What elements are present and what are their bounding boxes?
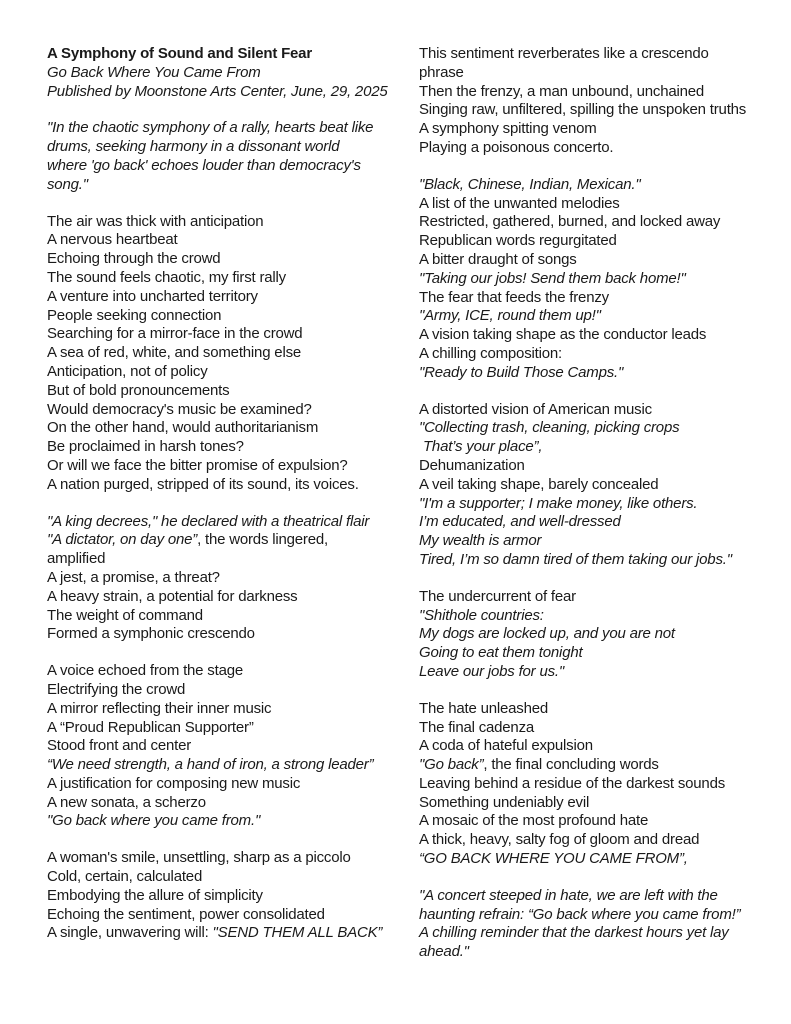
text-segment: This sentiment reverberates like a crescendo [419,45,709,62]
poem-line [419,924,779,943]
poem-column-right [419,45,779,1024]
text-segment: "In the chaotic symphony of a rally, hearts beat like [47,119,374,137]
poem-line [419,401,779,420]
text-segment: The hate unleashed [419,699,549,717]
text-segment: A bitter draught of songs [419,250,577,268]
text-segment: A nation purged, stripped of its sound, its voices. [47,475,359,493]
text-segment: "Taking our jobs! Send them back home!" [419,269,686,287]
text-segment: phrase [419,63,464,81]
stanza-1 [47,213,419,495]
text-segment: Anticipation, not of policy [47,362,208,380]
poem-line [47,419,419,438]
title-block [47,45,419,101]
text-segment: A list of the unwanted melodies [419,194,620,212]
text-segment: Tired, I’m so damn tired of them taking our jobs." [419,550,732,568]
poem-line [47,119,419,138]
poem-line [419,176,779,195]
poem-line [419,476,779,495]
poem-line [419,364,779,383]
poem-line [419,457,779,476]
poem-line [419,607,779,626]
poem-line [47,307,419,326]
poem-line [419,513,779,532]
text-segment: A distorted vision of American music [419,400,652,418]
poem-line [419,700,779,719]
text-segment: "A dictator, on day one” [47,531,198,549]
text-segment: A new sonata, a scherzo [47,793,206,811]
poem-line [47,269,419,288]
poem-line [419,887,779,906]
text-segment: Electrifying the crowd [47,680,186,698]
text-segment: "Shithole countries: [419,606,544,624]
text-segment: The air was thick with anticipation [47,212,264,230]
text-segment: A venture into uncharted territory [47,287,258,305]
text-segment: A voice echoed from the stage [47,662,243,680]
poem-line [47,513,419,532]
text-segment: A chilling reminder that the darkest hours yet lay [419,924,729,942]
text-segment: That’s your place”, [419,438,543,456]
poem-line [419,45,779,64]
text-segment: The final cadenza [419,718,535,736]
poem-line [47,588,419,607]
poem-line [47,756,419,775]
text-segment: "A concert steeped in hate, we are left with the [419,886,718,904]
text-segment: “GO BACK WHERE YOU CAME FROM”, [419,850,688,868]
text-segment: People seeking connection [47,306,222,324]
poem-line [47,157,419,176]
poem-line [419,101,779,120]
poem-line [419,943,779,962]
stanza-10 [419,887,779,962]
text-segment: Embodying the allure of simplicity [47,886,263,904]
poem-line [47,176,419,195]
poem-line [419,850,779,869]
text-segment: Echoing the sentiment, power consolidated [47,905,325,923]
text-segment: Leave our jobs for us." [419,662,564,680]
text-segment: On the other hand, would authoritarianism [47,419,319,437]
stanza-5 [419,45,779,158]
poem-line [47,476,419,495]
stanza-6 [419,176,779,383]
text-segment: Then the frenzy, a man unbound, unchained [419,82,705,100]
poem-line [419,289,779,308]
text-segment: A woman's smile, unsettling, sharp as a piccolo [47,849,351,867]
text-segment: A single, unwavering will: [47,924,213,942]
text-segment: Be proclaimed in harsh tones? [47,438,244,456]
poem-line [47,625,419,644]
poem-line [47,438,419,457]
poem-line [419,195,779,214]
text-segment: My wealth is armor [419,532,542,550]
poem-line [419,419,779,438]
poem-line [419,625,779,644]
poem-line [47,737,419,756]
text-segment: Published by Moonstone Arts Center, June, 29, 2025 [47,82,388,100]
poem-line [47,662,419,681]
poem-line [47,607,419,626]
poem-line [419,644,779,663]
text-segment: A heavy strain, a potential for darkness [47,587,298,605]
text-segment: Restricted, gathered, burned, and locked away [419,213,721,231]
poem-line [419,232,779,251]
text-segment: A symphony spitting venom [419,120,597,138]
poem-line [47,83,419,102]
poem-line [419,551,779,570]
poem-line [419,719,779,738]
poem-line [47,457,419,476]
stanza-7 [419,401,779,570]
poem-line [47,887,419,906]
stanza-3 [47,662,419,831]
poem-line [47,812,419,831]
text-segment: , the words lingered, [197,531,328,549]
poem-line [47,363,419,382]
text-segment: A chilling composition: [419,344,562,362]
text-segment: A nervous heartbeat [47,231,178,249]
text-segment: The fear that feeds the frenzy [419,288,609,306]
poem-line [47,138,419,157]
text-segment: A jest, a promise, a threat? [47,568,220,586]
text-segment: A Symphony of Sound and Silent Fear [47,45,312,62]
text-segment: But of bold pronouncements [47,381,230,399]
poem-line [419,737,779,756]
text-segment: A vision taking shape as the conductor leads [419,326,707,344]
poem-line [47,288,419,307]
text-segment: The weight of command [47,606,203,624]
text-segment: "Black, Chinese, Indian, Mexican." [419,175,641,193]
text-segment: “We need strength, a hand of iron, a strong leader” [47,756,374,774]
poem-line [419,794,779,813]
poem-line [47,906,419,925]
poem-line [47,775,419,794]
poem-line [419,345,779,364]
text-segment: "Ready to Build Those Camps." [419,363,624,381]
stanza-4 [47,849,419,943]
text-segment: song." [47,175,88,193]
poem-line [47,382,419,401]
text-segment: Stood front and center [47,737,192,755]
poem-line [47,401,419,420]
poem-line [419,663,779,682]
text-segment: Republican words regurgitated [419,232,617,250]
poem-line [47,231,419,250]
poem-line [419,270,779,289]
text-segment: "I'm a supporter; I make money, like others. [419,494,698,512]
text-segment: A thick, heavy, salty fog of gloom and dread [419,831,700,849]
poem-line [47,250,419,269]
text-segment: A mirror reflecting their inner music [47,699,272,717]
text-segment: The undercurrent of fear [419,587,576,605]
text-segment: "Go back where you came from." [47,812,261,830]
text-segment: Going to eat them tonight [419,644,583,662]
poem-line [47,45,419,64]
poem-line [419,906,779,925]
poem-line [47,794,419,813]
text-segment: I’m educated, and well-dressed [419,513,621,531]
text-segment: drums, seeking harmony in a dissonant world [47,138,340,156]
poem-line [47,64,419,83]
poem-line [419,438,779,457]
stanza-9 [419,700,779,869]
text-segment: "A king decrees," he declared with a theatrical flair [47,512,370,530]
text-segment: Go Back Where You Came From [47,63,261,81]
poem-line [47,531,419,550]
poem-line [419,775,779,794]
text-segment: "Army, ICE, round them up!" [419,307,601,325]
poem-line [419,64,779,83]
text-segment: Formed a symphonic crescendo [47,625,255,643]
poem-line [47,719,419,738]
text-segment: A “Proud Republican Supporter” [47,718,254,736]
poem-line [419,139,779,158]
text-segment: "Collecting trash, cleaning, picking crops [419,419,680,437]
poem-line [47,569,419,588]
text-segment: ahead." [419,943,469,961]
poem-line [47,924,419,943]
poem-line [419,120,779,139]
text-segment: Leaving behind a residue of the darkest sounds [419,774,726,792]
poem-line [419,495,779,514]
epigraph [47,119,419,194]
text-segment: amplified [47,550,106,568]
poem-line [47,868,419,887]
poem-line [419,213,779,232]
text-segment: A coda of hateful expulsion [419,737,593,755]
text-segment: Would democracy's music be examined? [47,400,312,418]
poem-line [419,251,779,270]
poem-line [419,532,779,551]
poem-line [419,588,779,607]
text-segment: Dehumanization [419,456,525,474]
text-segment: "SEND THEM ALL BACK” [212,924,383,942]
poem-line [47,325,419,344]
stanza-8 [419,588,779,682]
stanza-2 [47,513,419,645]
poem-line [47,213,419,232]
poem-line [419,326,779,345]
poem-line [47,550,419,569]
text-segment: Or will we face the bitter promise of expulsion? [47,456,348,474]
text-segment: Searching for a mirror-face in the crowd [47,325,303,343]
text-segment: The sound feels chaotic, my first rally [47,268,286,286]
poem-line [419,831,779,850]
text-segment: A veil taking shape, barely concealed [419,475,659,493]
text-segment: My dogs are locked up, and you are not [419,625,675,643]
poem-line [47,700,419,719]
text-segment: Cold, certain, calculated [47,868,203,886]
text-segment: haunting refrain: “Go back where you came from!” [419,905,741,923]
text-segment: A sea of red, white, and something else [47,344,302,362]
poem-line [419,812,779,831]
text-segment: where 'go back' echoes louder than democracy's [47,156,361,174]
text-segment: Something undeniably evil [419,793,590,811]
poem-line [419,307,779,326]
poem-line [419,756,779,775]
text-segment: Playing a poisonous concerto. [419,138,614,156]
poem-line [47,681,419,700]
text-segment: Singing raw, unfiltered, spilling the unspoken truths [419,101,747,119]
text-segment: A mosaic of the most profound hate [419,812,649,830]
text-segment: , the final concluding words [483,756,659,774]
poem-column-left [47,45,419,1024]
text-segment: A justification for composing new music [47,774,301,792]
poem-line [47,344,419,363]
text-segment: Echoing through the crowd [47,250,221,268]
poem-line [419,83,779,102]
text-segment: "Go back” [419,756,484,774]
poem-line [47,849,419,868]
